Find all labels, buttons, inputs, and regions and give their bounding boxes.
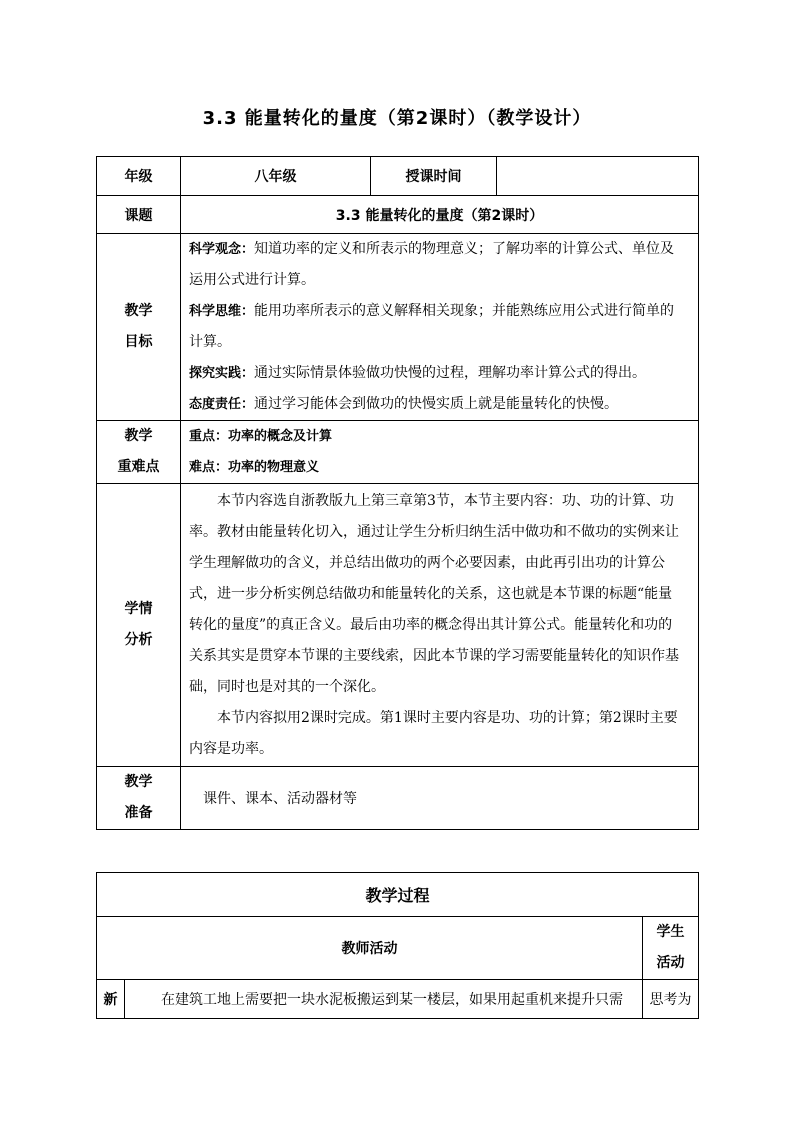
key-points-content (181, 421, 699, 484)
goal-thinking: 科学思维：能用功率所表示的意义解释相关现象；并能熟练应用公式进行简单的计算。 (189, 303, 675, 350)
goals-content (181, 234, 699, 421)
preparation-row (97, 767, 699, 830)
topic-label: 课题 (97, 196, 181, 234)
teaching-process-table (96, 872, 699, 1019)
grade-label: 年级 (97, 157, 181, 196)
preparation-label: 教学 准备 (97, 767, 181, 830)
goals-row (97, 234, 699, 421)
process-title: 教学过程 (97, 873, 699, 917)
goal-practice: 探究实践：通过实际情景体验做功快慢的过程，理解功率计算公式的得出。 (189, 365, 647, 381)
goal-concept: 科学观念：知道功率的定义和所表示的物理意义；了解功率的计算公式、单位及运用公式进行计算。 (189, 241, 675, 288)
topic-row (97, 196, 699, 234)
analysis-content (181, 484, 699, 767)
teacher-activity-text: 在建筑工地上需要把一块水泥板搬运到某一楼层，如果用起重机来提升只需 (125, 980, 643, 1019)
preparation-value: 课件、课本、活动器材等 (181, 767, 699, 830)
key-points-label: 教学 重难点 (97, 421, 181, 484)
topic-value: 3.3 能量转化的量度（第2课时） (181, 196, 699, 234)
student-activity-header: 学生 活动 (643, 917, 699, 980)
goal-attitude: 态度责任：通过学习能体会到做功的快慢实质上就是能量转化的快慢。 (189, 396, 619, 412)
stage-label: 新 (97, 980, 125, 1019)
analysis-paragraph-2: 本节内容拟用2课时完成。第1课时主要内容是功、功的计算；第2课时主要内容是功率。 (189, 709, 678, 757)
lesson-info-table (96, 156, 699, 830)
teacher-activity-header: 教师活动 (97, 917, 643, 980)
student-activity-text: 思考为 (643, 980, 699, 1019)
analysis-row (97, 484, 699, 767)
process-header-row (97, 917, 699, 980)
process-row-1 (97, 980, 699, 1019)
analysis-label: 学情 分析 (97, 484, 181, 767)
goals-label: 教学 目标 (97, 234, 181, 421)
key-points-row (97, 421, 699, 484)
difficult-point: 难点：功率的物理意义 (189, 460, 320, 475)
document-title: 3.3 能量转化的量度（第2课时）（教学设计） (202, 108, 592, 129)
grade-row (97, 157, 699, 196)
process-title-row (97, 873, 699, 917)
grade-value: 八年级 (181, 157, 371, 196)
time-label: 授课时间 (371, 157, 497, 196)
key-point: 重点：功率的概念及计算 (189, 429, 333, 444)
time-value (497, 157, 699, 196)
analysis-paragraph-1: 本节内容选自浙教版九上第三章第3节，本节主要内容：功、功的计算、功率。教材由能量转化切入，通过让学生分析归纳生活中做功和不做功的实例来让学生理解做功的含义，并总结出做功的两个必要因素，由此再引出功的计算公式，进一步分析实例总结做功和能量转化的关系，这也就是本节课的标题“能量转化的量度”的真正含义。最后由功率的概念得出其计算公式。能量转化和功的关系其实是贯穿本节课的主要线索，因此本节课的学习需要能量转化的知识作基础，同时也是对其的一个深化。 (189, 492, 679, 695)
